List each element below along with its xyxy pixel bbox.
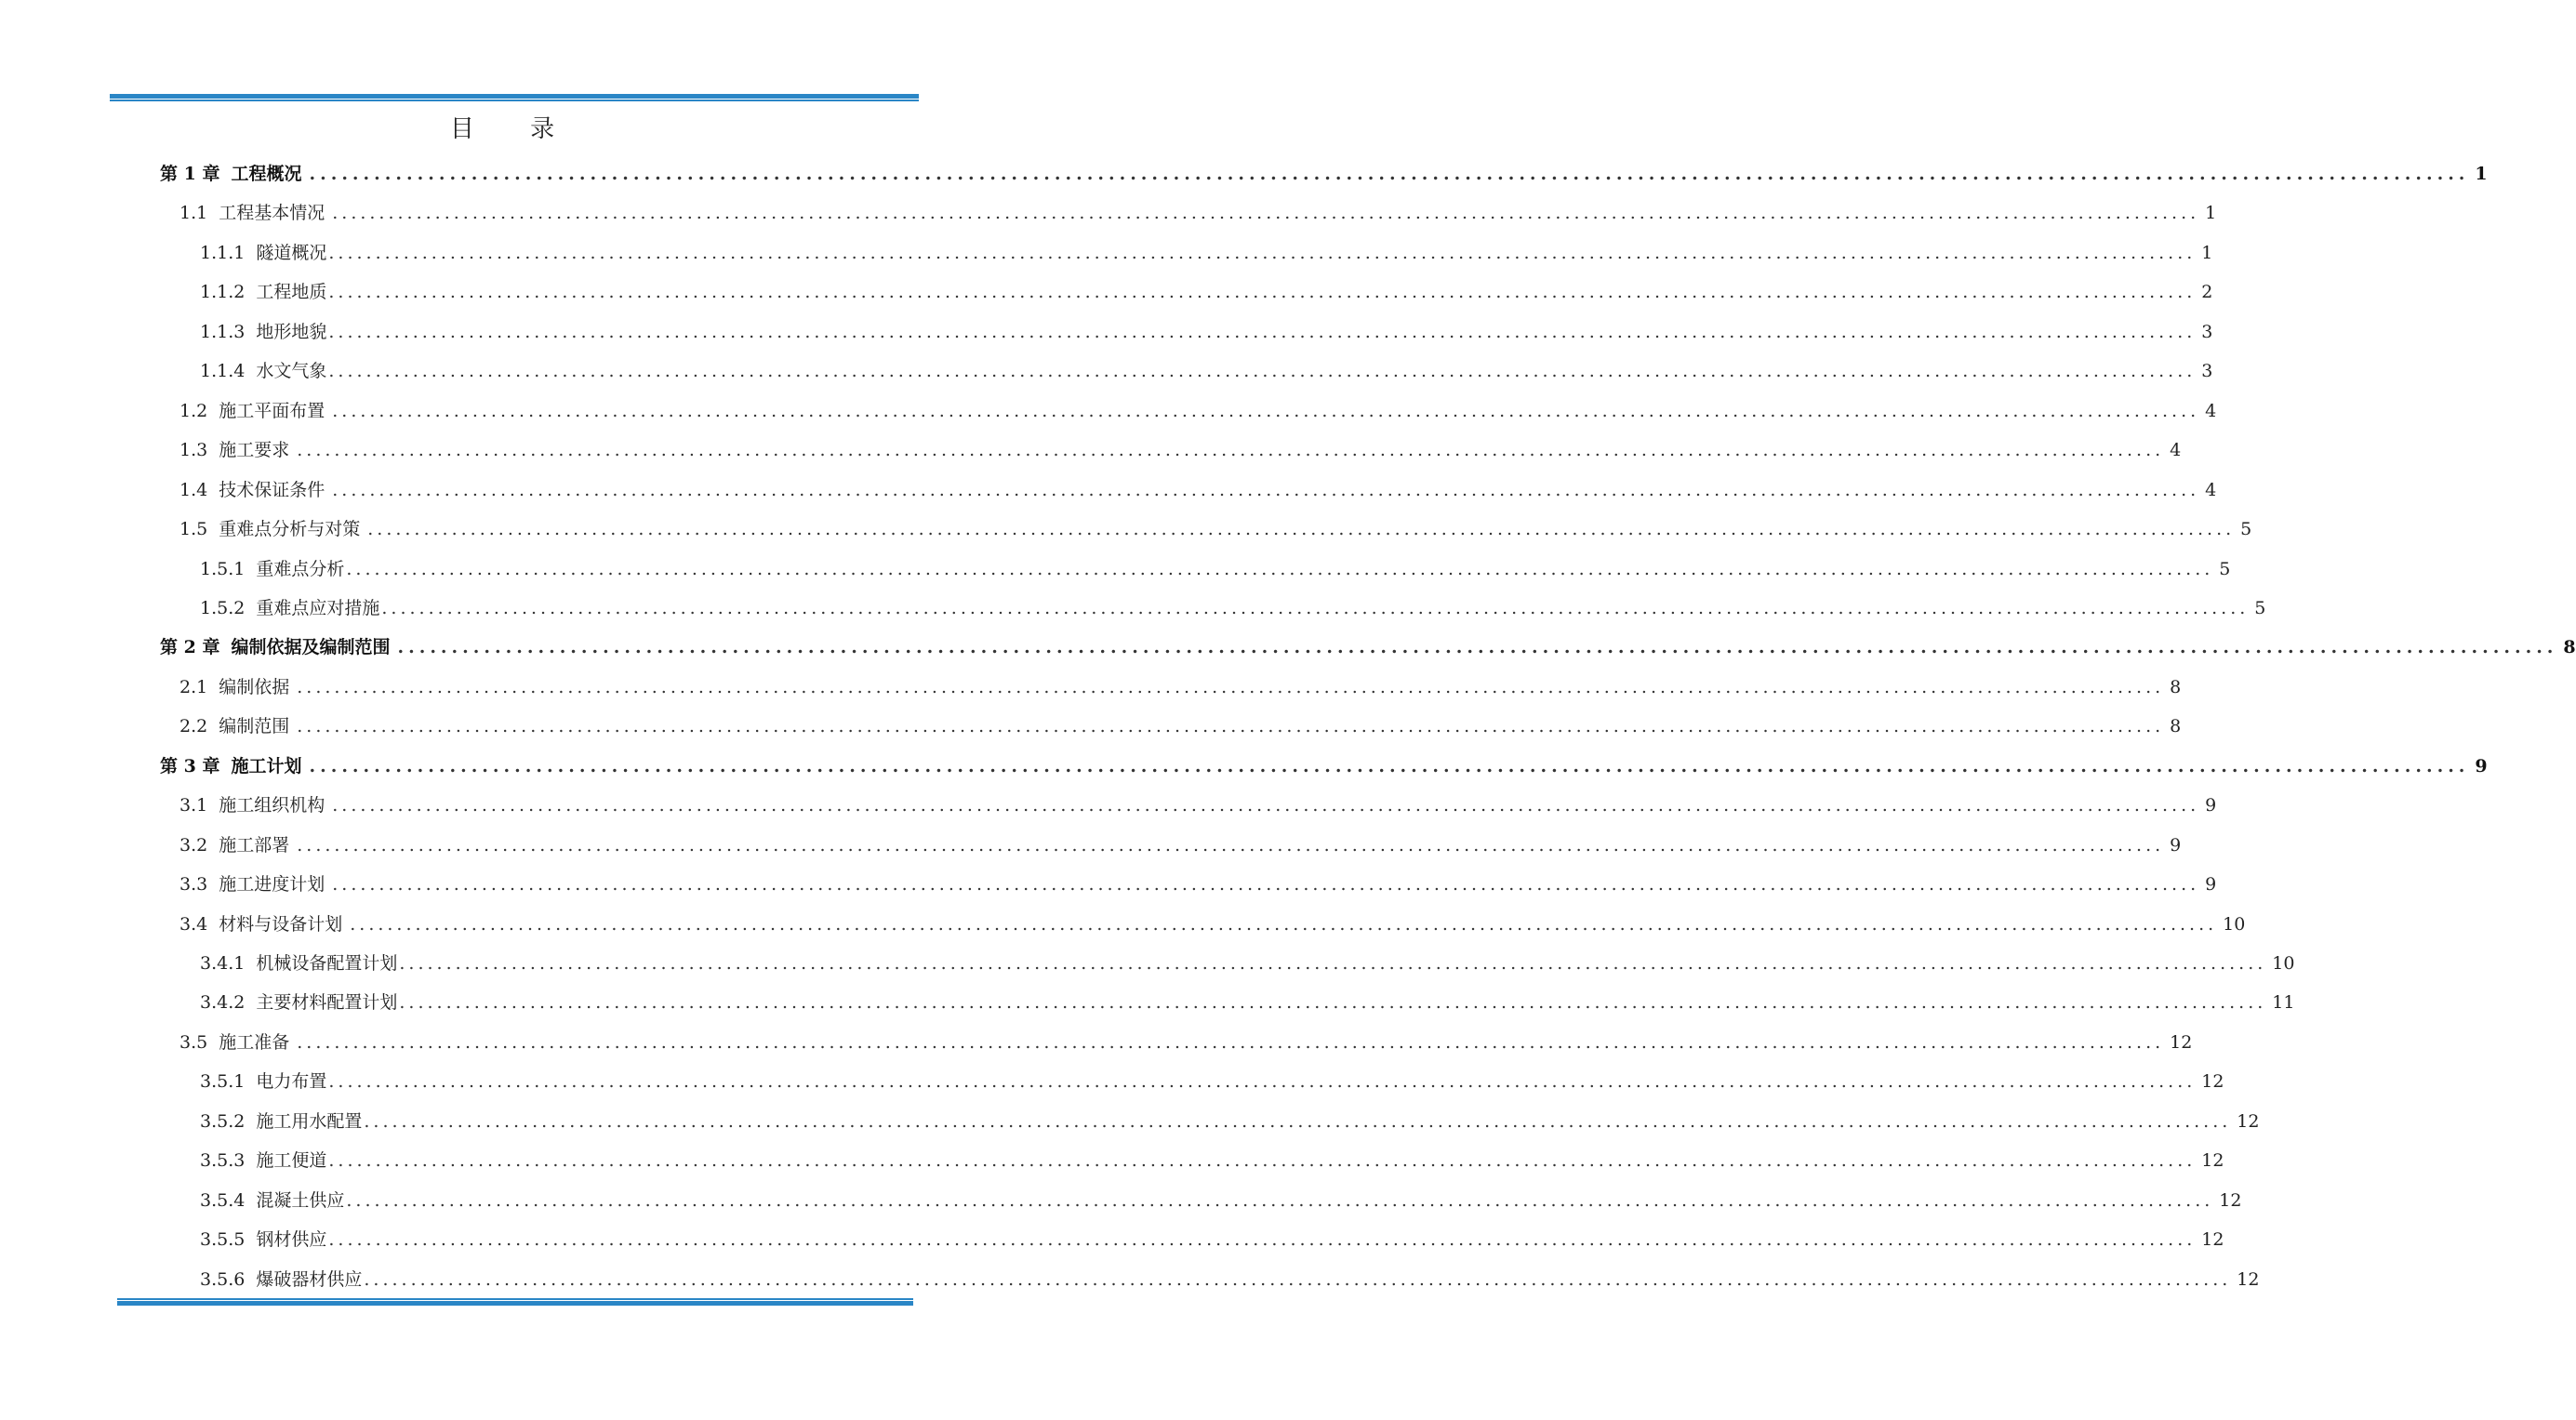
toc-dot-leader: ........................................................................................................................................................................................................ — [332, 874, 2200, 896]
footer-rule-thin — [117, 1298, 913, 1300]
toc-entry-number: 1.4 — [179, 479, 208, 500]
toc-section-entry[interactable] — [200, 1260, 2260, 1299]
toc-entry-number: 3.5 — [179, 1031, 208, 1053]
toc-entry-number: 第 2 章 — [160, 637, 220, 658]
toc-entry-title: 隧道概况 — [256, 242, 327, 263]
toc-section-entry[interactable] — [179, 510, 2252, 549]
toc-dot-leader: ........................................................................................................................................................................................................ — [397, 637, 2558, 658]
toc-entry-number: 3.3 — [179, 874, 208, 896]
toc-section-entry[interactable] — [200, 272, 2213, 312]
toc-dot-leader: ........................................................................................................................................................................................................ — [350, 913, 2218, 935]
toc-entry-page-number: 2 — [2201, 282, 2213, 303]
toc-dot-leader: ........................................................................................................................................................................................................ — [381, 597, 2250, 618]
toc-section-entry[interactable] — [179, 707, 2182, 746]
toc-entry-number: 3.4.1 — [200, 953, 246, 974]
toc-entry-number: 1.5.1 — [200, 558, 246, 579]
toc-section-entry[interactable] — [200, 1062, 2224, 1101]
toc-entry-title: 材料与设备计划 — [219, 913, 343, 935]
toc-chapter-entry[interactable] — [160, 747, 2488, 786]
toc-dot-leader: ........................................................................................................................................................................................................ — [346, 558, 2214, 579]
toc-section-entry[interactable] — [200, 1220, 2224, 1259]
toc-section-entry[interactable] — [200, 233, 2213, 272]
toc-section-entry[interactable] — [179, 431, 2182, 470]
toc-entry-title: 施工准备 — [219, 1031, 290, 1053]
toc-dot-leader: ........................................................................................................................................................................................................ — [297, 676, 2165, 697]
toc-entry-number: 3.5.3 — [200, 1150, 246, 1172]
toc-entry-page-number: 5 — [2254, 597, 2266, 618]
toc-dot-leader: ........................................................................................................................................................................................................ — [309, 755, 2470, 776]
toc-entry-page-number: 4 — [2170, 440, 2182, 461]
toc-entry-page-number: 8 — [2170, 716, 2182, 737]
toc-entry-page-number: 4 — [2205, 479, 2217, 500]
toc-entry-page-number: 3 — [2201, 321, 2213, 342]
toc-entry-page-number: 8 — [2170, 676, 2182, 697]
toc-dot-leader: ........................................................................................................................................................................................................ — [328, 321, 2197, 342]
toc-entry-title: 混凝土供应 — [256, 1189, 345, 1211]
toc-section-entry[interactable] — [179, 193, 2217, 232]
toc-entry-number: 1.5.2 — [200, 597, 246, 618]
toc-section-entry[interactable] — [200, 1181, 2242, 1220]
toc-section-entry[interactable] — [200, 352, 2213, 391]
toc-dot-leader: ........................................................................................................................................................................................................ — [328, 242, 2197, 263]
toc-entry-title: 重难点应对措施 — [256, 597, 380, 618]
toc-entry-page-number: 12 — [2201, 1229, 2224, 1251]
toc-section-entry[interactable] — [179, 905, 2246, 944]
toc-dot-leader: ........................................................................................................................................................................................................ — [328, 1229, 2197, 1251]
header-rule-thin — [110, 100, 919, 101]
toc-entry-title: 编制依据及编制范围 — [231, 637, 391, 658]
toc-entry-number: 1.1.3 — [200, 321, 246, 342]
toc-entry-page-number: 12 — [2201, 1071, 2224, 1093]
toc-dot-leader: ........................................................................................................................................................................................................ — [328, 1150, 2197, 1172]
toc-entry-title: 重难点分析 — [256, 558, 345, 579]
toc-chapter-entry[interactable] — [160, 154, 2488, 193]
toc-entry-number: 1.3 — [179, 440, 208, 461]
toc-entry-number: 第 3 章 — [160, 755, 220, 776]
toc-entry-title: 地形地貌 — [256, 321, 327, 342]
toc-entry-number: 3.5.5 — [200, 1229, 246, 1251]
toc-entry-page-number: 12 — [2237, 1110, 2260, 1132]
toc-entry-number: 1.2 — [179, 400, 208, 421]
toc-entry-title: 施工用水配置 — [256, 1110, 363, 1132]
toc-section-entry[interactable] — [200, 1141, 2224, 1180]
toc-section-entry[interactable] — [179, 865, 2217, 904]
toc-entry-title: 工程概况 — [231, 164, 302, 184]
toc-entry-title: 电力布置 — [256, 1071, 327, 1093]
toc-entry-page-number: 9 — [2475, 755, 2488, 776]
toc-dot-leader: ........................................................................................................................................................................................................ — [364, 1110, 2232, 1132]
toc-entry-page-number: 5 — [2219, 558, 2231, 579]
toc-dot-leader: ........................................................................................................................................................................................................ — [364, 1268, 2232, 1290]
toc-entry-title: 施工组织机构 — [219, 795, 325, 816]
toc-section-entry[interactable] — [179, 668, 2182, 707]
toc-dot-leader: ........................................................................................................................................................................................................ — [332, 203, 2200, 224]
toc-dot-leader: ........................................................................................................................................................................................................ — [309, 164, 2470, 184]
toc-entry-number: 1.1 — [179, 203, 208, 224]
toc-entry-number: 3.1 — [179, 795, 208, 816]
toc-entry-page-number: 1 — [2201, 242, 2213, 263]
toc-dot-leader: ........................................................................................................................................................................................................ — [297, 1031, 2165, 1053]
toc-entry-number: 1.1.4 — [200, 361, 246, 382]
toc-entry-title: 主要材料配置计划 — [256, 992, 398, 1014]
toc-entry-page-number: 5 — [2240, 519, 2252, 540]
toc-entry-page-number: 1 — [2205, 203, 2217, 224]
toc-entry-number: 3.5.6 — [200, 1268, 246, 1290]
toc-section-entry[interactable] — [200, 983, 2295, 1022]
toc-entry-number: 1.1.2 — [200, 282, 246, 303]
toc-section-entry[interactable] — [179, 826, 2182, 865]
toc-entry-title: 爆破器材供应 — [256, 1268, 363, 1290]
toc-title: 目 录 — [449, 115, 579, 143]
toc-dot-leader: ........................................................................................................................................................................................................ — [328, 282, 2197, 303]
toc-entry-page-number: 10 — [2223, 913, 2246, 935]
toc-dot-leader: ........................................................................................................................................................................................................ — [367, 519, 2236, 540]
toc-dot-leader: ........................................................................................................................................................................................................ — [332, 400, 2200, 421]
toc-entry-page-number: 10 — [2272, 953, 2295, 974]
toc-entry-number: 2.2 — [179, 716, 208, 737]
toc-section-entry[interactable] — [200, 944, 2295, 983]
toc-dot-leader: ........................................................................................................................................................................................................ — [346, 1189, 2214, 1211]
toc-entry-title: 技术保证条件 — [219, 479, 325, 500]
toc-dot-leader: ........................................................................................................................................................................................................ — [332, 479, 2200, 500]
toc-entry-page-number: 12 — [2170, 1031, 2193, 1053]
toc-entry-page-number: 4 — [2205, 400, 2217, 421]
toc-section-entry[interactable] — [179, 391, 2217, 431]
toc-entry-title: 重难点分析与对策 — [219, 519, 361, 540]
toc-entry-page-number: 9 — [2205, 874, 2217, 896]
toc-entry-title: 工程地质 — [256, 282, 327, 303]
toc-section-entry[interactable] — [200, 550, 2231, 589]
toc-section-entry[interactable] — [200, 589, 2266, 628]
toc-entry-title: 施工计划 — [231, 755, 302, 776]
toc-entry-number: 2.1 — [179, 676, 208, 697]
toc-dot-leader: ........................................................................................................................................................................................................ — [399, 953, 2267, 974]
toc-entry-title: 施工部署 — [219, 834, 290, 856]
toc-entry-number: 3.4 — [179, 913, 208, 935]
toc-entry-title: 钢材供应 — [256, 1229, 327, 1251]
toc-entry-number: 3.5.4 — [200, 1189, 246, 1211]
toc-dot-leader: ........................................................................................................................................................................................................ — [297, 440, 2165, 461]
toc-entry-title: 工程基本情况 — [219, 203, 325, 224]
header-rule-thick — [110, 94, 919, 99]
toc-entry-page-number: 8 — [2563, 637, 2576, 658]
toc-entry-title: 施工进度计划 — [219, 874, 325, 896]
toc-dot-leader: ........................................................................................................................................................................................................ — [328, 361, 2197, 382]
toc-dot-leader: ........................................................................................................................................................................................................ — [297, 716, 2165, 737]
toc-section-entry[interactable] — [179, 786, 2217, 825]
toc-entry-page-number: 11 — [2272, 992, 2295, 1014]
toc-entry-number: 第 1 章 — [160, 164, 220, 184]
toc-entry-title: 施工平面布置 — [219, 400, 325, 421]
toc-entry-page-number: 9 — [2205, 795, 2217, 816]
footer-rule-thick — [117, 1301, 913, 1306]
toc-entry-page-number: 12 — [2219, 1189, 2242, 1211]
toc-entry-title: 编制范围 — [219, 716, 290, 737]
toc-section-entry[interactable] — [179, 471, 2217, 510]
toc-chapter-entry[interactable] — [160, 628, 2576, 667]
toc-entry-page-number: 12 — [2201, 1150, 2224, 1172]
toc-entry-number: 3.4.2 — [200, 992, 246, 1014]
toc-entry-number: 3.5.2 — [200, 1110, 246, 1132]
toc-entry-page-number: 1 — [2475, 164, 2488, 184]
toc-entry-title: 机械设备配置计划 — [256, 953, 398, 974]
toc-dot-leader: ........................................................................................................................................................................................................ — [297, 834, 2165, 856]
toc-entry-title: 施工便道 — [256, 1150, 327, 1172]
toc-section-entry[interactable] — [200, 1102, 2260, 1141]
toc-entry-number: 1.5 — [179, 519, 208, 540]
toc-entry-number: 3.5.1 — [200, 1071, 246, 1093]
toc-dot-leader: ........................................................................................................................................................................................................ — [332, 795, 2200, 816]
toc-entry-page-number: 12 — [2237, 1268, 2260, 1290]
toc-entry-number: 1.1.1 — [200, 242, 246, 263]
toc-dot-leader: ........................................................................................................................................................................................................ — [399, 992, 2267, 1014]
toc-entry-page-number: 9 — [2170, 834, 2182, 856]
toc-section-entry[interactable] — [200, 312, 2213, 352]
toc-entry-title: 编制依据 — [219, 676, 290, 697]
toc-section-entry[interactable] — [179, 1023, 2193, 1062]
toc-entry-title: 施工要求 — [219, 440, 290, 461]
toc-dot-leader: ........................................................................................................................................................................................................ — [328, 1071, 2197, 1093]
toc-entry-page-number: 3 — [2201, 361, 2213, 382]
toc-entry-number: 3.2 — [179, 834, 208, 856]
toc-entry-title: 水文气象 — [256, 361, 327, 382]
